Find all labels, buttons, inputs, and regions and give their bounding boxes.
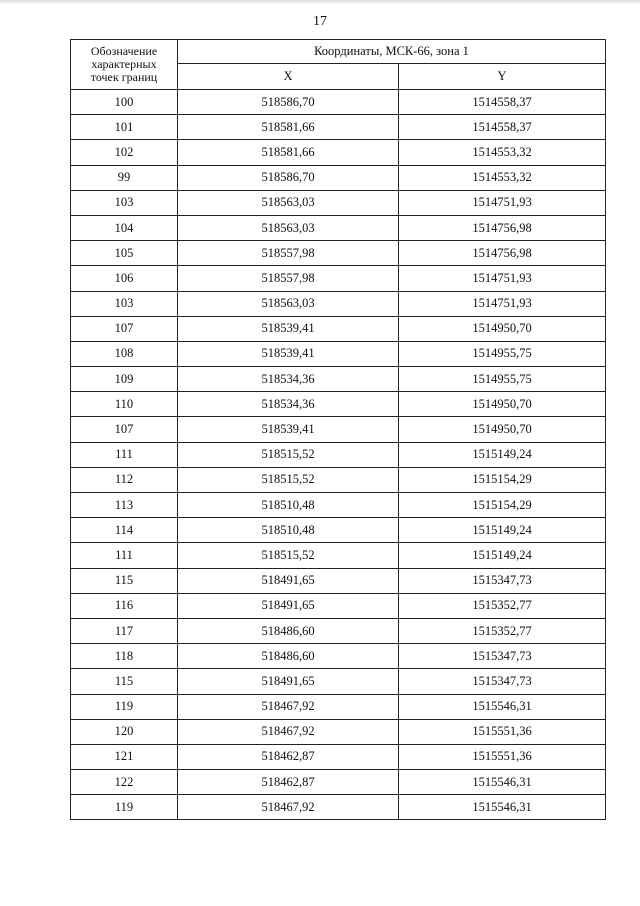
table-row: [71, 593, 606, 618]
table-row: [71, 493, 606, 518]
point-cell: 122: [71, 770, 178, 795]
point-cell: 113: [71, 493, 178, 518]
x-coordinate-cell: 518467,92: [178, 719, 399, 744]
y-coordinate-cell: 1514950,70: [399, 316, 606, 341]
point-cell: 107: [71, 316, 178, 341]
point-cell: 103: [71, 291, 178, 316]
x-coordinate-cell: 518491,65: [178, 593, 399, 618]
y-coordinate-cell: 1514751,93: [399, 190, 606, 215]
x-coordinate-cell: 518491,65: [178, 669, 399, 694]
x-coordinate-cell: 518563,03: [178, 215, 399, 240]
x-coordinate-cell: 518467,92: [178, 694, 399, 719]
x-coordinate-cell: 518467,92: [178, 795, 399, 820]
coordinates-header: Координаты, МСК-66, зона 1: [178, 40, 606, 64]
table-row: [71, 417, 606, 442]
point-cell: 115: [71, 669, 178, 694]
scan-edge: [0, 0, 640, 4]
table-row: [71, 770, 606, 795]
y-coordinate-cell: 1514950,70: [399, 392, 606, 417]
x-coordinate-cell: 518491,65: [178, 568, 399, 593]
table-row: [71, 367, 606, 392]
designation-header: [71, 40, 178, 90]
x-coordinate-cell: 518539,41: [178, 417, 399, 442]
y-coordinate-cell: 1515551,36: [399, 719, 606, 744]
y-coordinate-cell: 1515149,24: [399, 518, 606, 543]
y-coordinate-cell: 1515551,36: [399, 744, 606, 769]
point-cell: 115: [71, 568, 178, 593]
y-coordinate-cell: 1514955,75: [399, 341, 606, 366]
point-cell: 114: [71, 518, 178, 543]
y-coordinate-cell: 1514558,37: [399, 90, 606, 115]
x-coordinate-cell: 518539,41: [178, 316, 399, 341]
point-cell: 106: [71, 266, 178, 291]
y-coordinate-cell: 1515546,31: [399, 795, 606, 820]
point-cell: 118: [71, 644, 178, 669]
table-row: [71, 568, 606, 593]
point-cell: 104: [71, 215, 178, 240]
y-coordinate-cell: 1515347,73: [399, 669, 606, 694]
point-cell: 116: [71, 593, 178, 618]
point-cell: 105: [71, 241, 178, 266]
point-cell: 119: [71, 694, 178, 719]
table-row: [71, 115, 606, 140]
table-row: [71, 795, 606, 820]
page-number: 17: [313, 14, 327, 29]
table-row: [71, 316, 606, 341]
table-row: [71, 694, 606, 719]
point-cell: 100: [71, 90, 178, 115]
x-coordinate-cell: 518510,48: [178, 493, 399, 518]
y-coordinate-cell: 1514751,93: [399, 266, 606, 291]
x-coordinate-cell: 518557,98: [178, 241, 399, 266]
x-coordinate-cell: 518510,48: [178, 518, 399, 543]
point-cell: 99: [71, 165, 178, 190]
point-cell: 109: [71, 367, 178, 392]
x-coordinate-cell: 518515,52: [178, 467, 399, 492]
x-coordinate-cell: 518486,60: [178, 618, 399, 643]
x-coordinate-cell: 518462,87: [178, 770, 399, 795]
y-coordinate-cell: 1514553,32: [399, 165, 606, 190]
x-coordinate-cell: 518534,36: [178, 367, 399, 392]
x-coordinate-cell: 518563,03: [178, 291, 399, 316]
y-coordinate-cell: 1514756,98: [399, 241, 606, 266]
y-coordinate-cell: 1515149,24: [399, 543, 606, 568]
x-coordinate-cell: 518486,60: [178, 644, 399, 669]
table-row: [71, 215, 606, 240]
point-cell: 102: [71, 140, 178, 165]
y-coordinate-cell: 1515546,31: [399, 694, 606, 719]
table-row: [71, 442, 606, 467]
y-coordinate-cell: 1515546,31: [399, 770, 606, 795]
x-coordinate-cell: 518581,66: [178, 140, 399, 165]
point-cell: 110: [71, 392, 178, 417]
designation-header-line-1: Обозначение: [90, 44, 158, 58]
table-row: [71, 165, 606, 190]
table-row: [71, 291, 606, 316]
table-row: [71, 341, 606, 366]
table-row: [71, 719, 606, 744]
x-coordinate-cell: 518462,87: [178, 744, 399, 769]
table-row: [71, 543, 606, 568]
x-column-header: X: [178, 64, 399, 90]
point-cell: 119: [71, 795, 178, 820]
x-coordinate-cell: 518563,03: [178, 190, 399, 215]
designation-header-line-2: характерных: [91, 57, 157, 71]
table-row: [71, 392, 606, 417]
designation-header-line-3: точек границ: [90, 70, 158, 84]
y-coordinate-cell: 1515347,73: [399, 644, 606, 669]
y-coordinate-cell: 1514950,70: [399, 417, 606, 442]
table-row: [71, 618, 606, 643]
x-coordinate-cell: 518557,98: [178, 266, 399, 291]
table-row: [71, 518, 606, 543]
point-cell: 120: [71, 719, 178, 744]
y-coordinate-cell: 1514553,32: [399, 140, 606, 165]
x-coordinate-cell: 518539,41: [178, 341, 399, 366]
y-coordinate-cell: 1515347,73: [399, 568, 606, 593]
x-coordinate-cell: 518515,52: [178, 442, 399, 467]
point-cell: 111: [71, 442, 178, 467]
x-coordinate-cell: 518586,70: [178, 90, 399, 115]
table-row: [71, 744, 606, 769]
table-row: [71, 140, 606, 165]
y-coordinate-cell: 1515149,24: [399, 442, 606, 467]
point-cell: 101: [71, 115, 178, 140]
table-row: [71, 266, 606, 291]
point-cell: 121: [71, 744, 178, 769]
table-body: [71, 90, 606, 820]
table-row: [71, 90, 606, 115]
y-coordinate-cell: 1515154,29: [399, 467, 606, 492]
coordinates-table: [70, 39, 606, 820]
point-cell: 111: [71, 543, 178, 568]
point-cell: 112: [71, 467, 178, 492]
y-column-header: Y: [399, 64, 606, 90]
table-row: [71, 467, 606, 492]
point-cell: 108: [71, 341, 178, 366]
y-coordinate-cell: 1514558,37: [399, 115, 606, 140]
table-row: [71, 190, 606, 215]
x-coordinate-cell: 518581,66: [178, 115, 399, 140]
point-cell: 103: [71, 190, 178, 215]
x-coordinate-cell: 518586,70: [178, 165, 399, 190]
y-coordinate-cell: 1515352,77: [399, 618, 606, 643]
y-coordinate-cell: 1515352,77: [399, 593, 606, 618]
y-coordinate-cell: 1515154,29: [399, 493, 606, 518]
y-coordinate-cell: 1514751,93: [399, 291, 606, 316]
y-coordinate-cell: 1514955,75: [399, 367, 606, 392]
y-coordinate-cell: 1514756,98: [399, 215, 606, 240]
table-row: [71, 644, 606, 669]
table-row: [71, 669, 606, 694]
x-coordinate-cell: 518534,36: [178, 392, 399, 417]
table-row: [71, 241, 606, 266]
point-cell: 107: [71, 417, 178, 442]
x-coordinate-cell: 518515,52: [178, 543, 399, 568]
point-cell: 117: [71, 618, 178, 643]
